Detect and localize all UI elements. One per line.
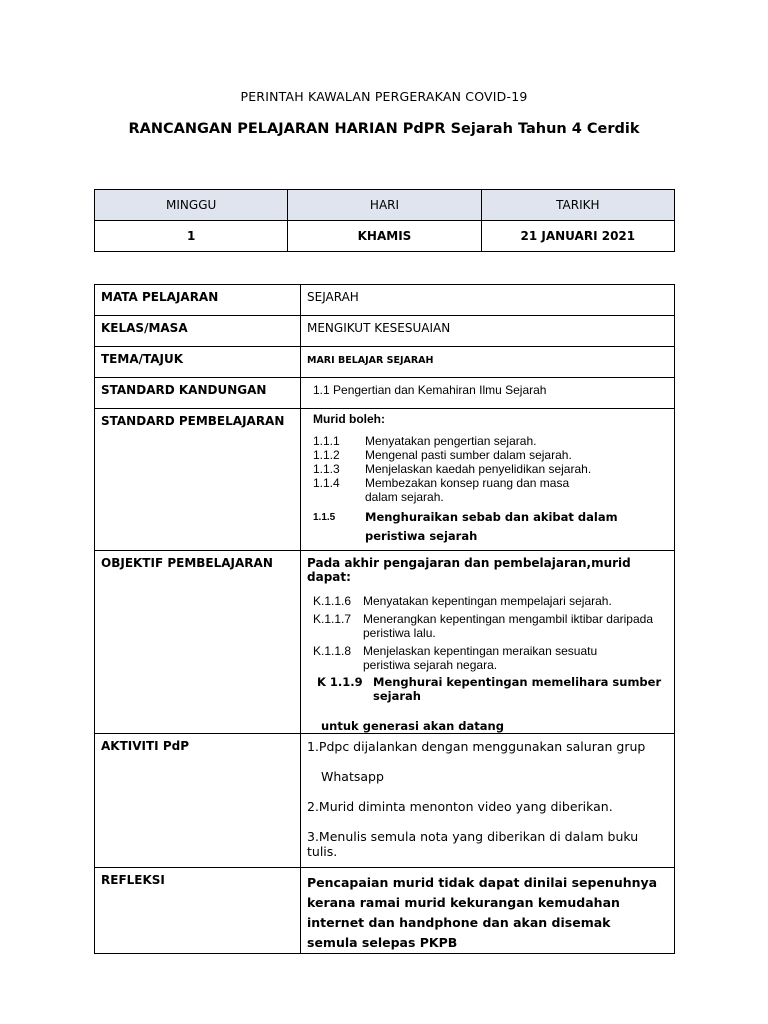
- list-item: [313, 462, 668, 476]
- label-standard-pembelajaran: STANDARD PEMBELAJARAN: [95, 409, 301, 551]
- value-aktiviti-pdp: [301, 734, 675, 868]
- row-kelas-masa: [95, 316, 675, 347]
- schedule-header-row: [95, 190, 675, 221]
- value-standard-pembelajaran: [301, 409, 675, 551]
- row-objektif-pembelajaran: [95, 551, 675, 734]
- label-kelas-masa: KELAS/MASA: [95, 316, 301, 347]
- list-item: [313, 508, 668, 546]
- row-standard-pembelajaran: [95, 409, 675, 551]
- value-tema-tajuk-cell: [301, 347, 675, 378]
- label-aktiviti-pdp: AKTIVITI PdP: [95, 734, 301, 868]
- schedule-tarikh-value: 21 JANUARI 2021: [481, 221, 674, 252]
- schedule-table: [94, 189, 675, 252]
- sp-item-text: Menjelaskan kaedah penyelidikan sejarah.: [365, 462, 592, 476]
- obj-item-text: Menjelaskan kepentingan meraikan sesuatu peristiwa sejarah negara.: [363, 644, 598, 672]
- schedule-minggu-value: 1: [95, 221, 288, 252]
- aktiviti-line-2: 2.Murid diminta menonton video yang diberikan.: [307, 799, 613, 814]
- list-item: [313, 612, 668, 640]
- list-item: [313, 594, 668, 608]
- list-item: [313, 448, 668, 462]
- obj-item-text: Menghurai kepentingan memelihara sumber sejarah: [373, 675, 662, 703]
- obj-item-num: K 1.1.9: [317, 675, 363, 689]
- sp-item-num: 1.1.3: [313, 462, 340, 476]
- obj-intro: Pada akhir pengajaran dan pembelajaran,murid dapat:: [307, 556, 631, 584]
- schedule-value-row: [95, 221, 675, 252]
- value-tema-tajuk: MARI BELAJAR SEJARAH: [307, 355, 434, 366]
- list-item: [313, 675, 668, 703]
- list-item: [313, 644, 668, 672]
- obj-item-num: K.1.1.8: [313, 644, 352, 658]
- schedule-header-tarikh: TARIKH: [481, 190, 674, 221]
- aktiviti-line-1b: Whatsapp: [321, 769, 384, 784]
- obj-item-num: K.1.1.7: [313, 612, 352, 626]
- schedule-header-hari: HARI: [288, 190, 481, 221]
- label-mata-pelajaran: MATA PELAJARAN: [95, 285, 301, 316]
- sp-item-text: Mengenal pasti sumber dalam sejarah.: [365, 448, 572, 462]
- sp-item-num: 1.1.2: [313, 448, 340, 462]
- obj-item-num: K.1.1.6: [313, 594, 352, 608]
- aktiviti-line-1: 1.Pdpc dijalankan dengan menggunakan saluran grup: [307, 739, 646, 754]
- obj-item-text: Menerangkan kepentingan mengambil iktibar daripada peristiwa lalu.: [363, 612, 653, 640]
- value-refleksi: Pencapaian murid tidak dapat dinilai sepenuhnya kerana ramai murid kekurangan kemudahan internet dan handphone dan akan disemak semula selepas PKPB: [301, 868, 675, 954]
- sp-intro: Murid boleh:: [313, 412, 385, 426]
- obj-tail: untuk generasi akan datang: [321, 719, 504, 733]
- document-header: PERINTAH KAWALAN PERGERAKAN COVID-19: [240, 89, 528, 104]
- obj-list: [307, 594, 668, 703]
- value-mata-pelajaran: SEJARAH: [301, 285, 675, 316]
- schedule-hari-value: KHAMIS: [288, 221, 481, 252]
- sp-item-num: 1.1.1: [313, 434, 340, 448]
- sp-list: [313, 434, 668, 546]
- label-standard-kandungan: STANDARD KANDUNGAN: [95, 378, 301, 409]
- value-kelas-masa: MENGIKUT KESESUAIAN: [301, 316, 675, 347]
- sp-item-num: 1.1.5: [313, 512, 336, 523]
- row-mata-pelajaran: [95, 285, 675, 316]
- aktiviti-line-3: 3.Menulis semula nota yang diberikan di dalam buku tulis.: [307, 829, 639, 859]
- obj-item-text: Menyatakan kepentingan mempelajari sejarah.: [363, 594, 612, 608]
- value-standard-kandungan: 1.1 Pengertian dan Kemahiran Ilmu Sejarah: [313, 383, 547, 397]
- label-refleksi: REFLEKSI: [95, 868, 301, 954]
- list-item: [313, 434, 668, 448]
- label-tema-tajuk: TEMA/TAJUK: [95, 347, 301, 378]
- sp-item-num: 1.1.4: [313, 476, 340, 490]
- label-objektif-pembelajaran: OBJEKTIF PEMBELAJARAN: [95, 551, 301, 734]
- row-tema-tajuk: [95, 347, 675, 378]
- document-title: RANCANGAN PELAJARAN HARIAN PdPR Sejarah Tahun 4 Cerdik: [128, 121, 640, 137]
- row-standard-kandungan: [95, 378, 675, 409]
- lesson-plan-table: [94, 284, 675, 954]
- value-standard-kandungan-cell: [301, 378, 675, 409]
- sp-item-text: Membezakan konsep ruang dan masa dalam sejarah.: [365, 476, 570, 504]
- row-refleksi: [95, 868, 675, 954]
- list-item: [313, 476, 668, 504]
- value-objektif-pembelajaran: [301, 551, 675, 734]
- sp-item-text: Menyatakan pengertian sejarah.: [365, 434, 537, 448]
- sp-item-text: Menghuraikan sebab dan akibat dalam peristiwa sejarah: [365, 510, 618, 543]
- schedule-header-minggu: MINGGU: [95, 190, 288, 221]
- row-aktiviti-pdp: [95, 734, 675, 868]
